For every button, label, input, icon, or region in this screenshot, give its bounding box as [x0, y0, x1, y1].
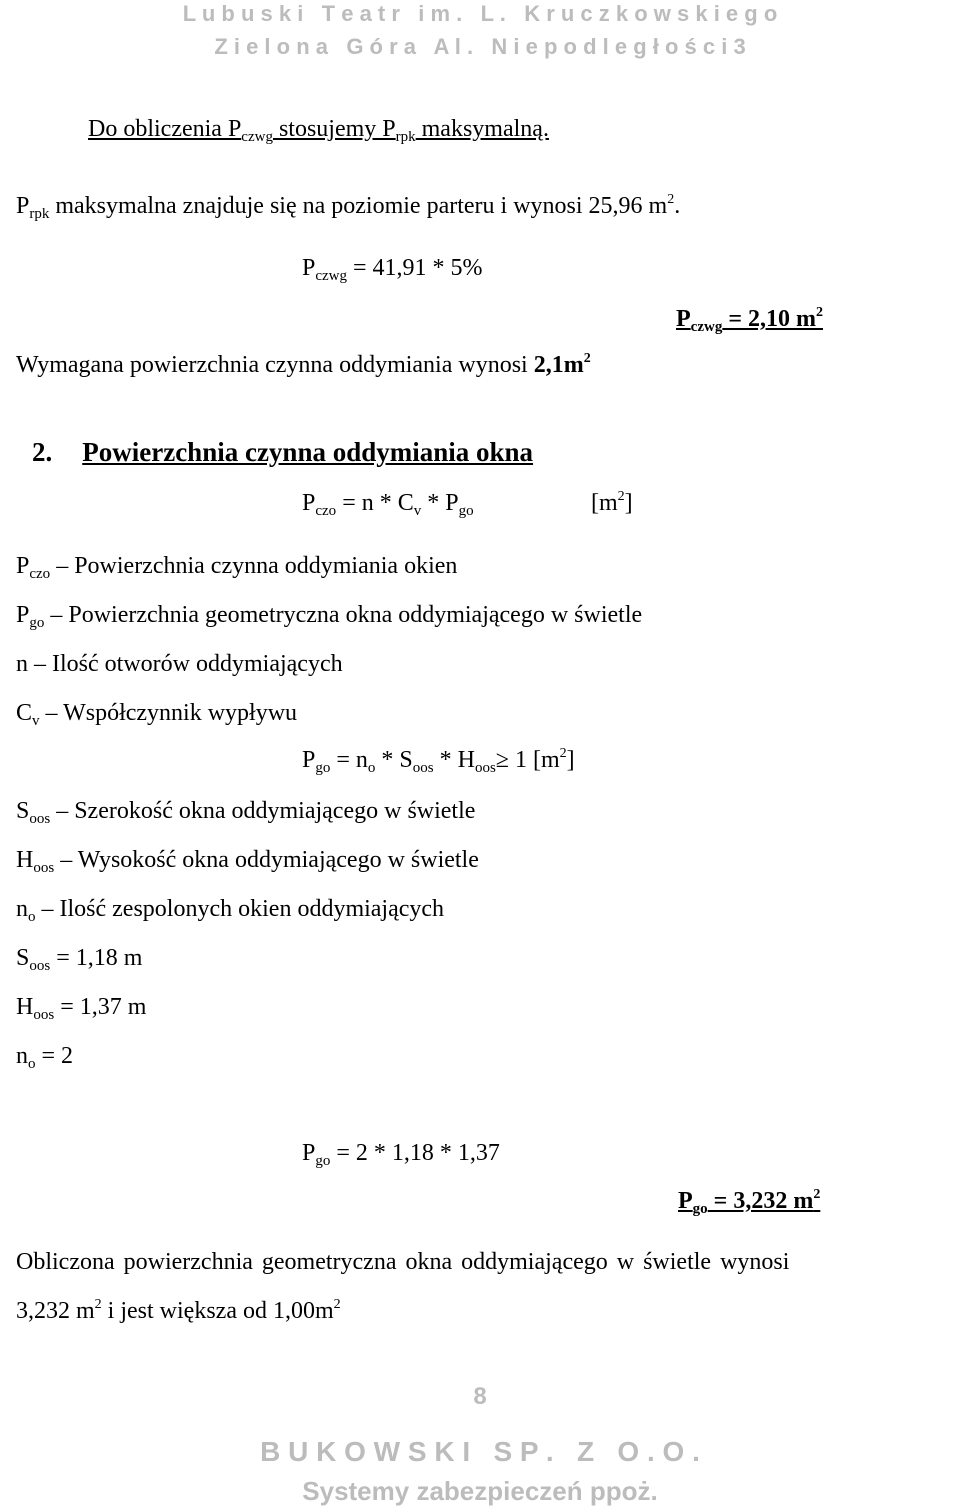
- section-number: 2.: [32, 437, 53, 467]
- page-number: 8: [473, 1383, 487, 1410]
- def-pczo: $P_{czo}$ – Powierzchnia czynna oddymiania okien: [16, 553, 458, 582]
- required-area-line: Wymagana powierzchnia czynna oddymiania wynosi $2,1m^2$: [16, 351, 591, 378]
- prpk-line: $P_{rpk}$ maksymalna znajduje się na poziomie parteru i wynosi 25,96 $m^2$.: [16, 192, 681, 222]
- conclusion-line-2: 3,232 $m^2$ i jest większa od $1,00m^2$: [16, 1297, 341, 1324]
- pczwg-formula: $P_{czwg} = 41,91 * 5\%$: [302, 255, 483, 284]
- footer-subtitle: Systemy zabezpieczeń ppoż.: [302, 1476, 658, 1506]
- value-soos: $S_{oos} = 1,18$ m: [16, 945, 143, 974]
- conclusion-line-1: Obliczona powierzchnia geometryczna okna oddymiającego w świetle wynosi: [16, 1249, 790, 1275]
- pgo-formula: $P_{go} = n_o * S_{oos} * H_{oos}\ge 1$ $[m^2]$: [302, 746, 575, 776]
- value-hoos: $H_{oos} = 1,37$ m: [16, 994, 147, 1023]
- pgo-result: $P_{go} = 3,232$ $m^2$: [678, 1187, 821, 1217]
- def-no: $n_o$ – Ilość zespolonych okien oddymiających: [16, 896, 445, 925]
- pgo-calculation: $P_{go} = 2 * 1,18 * 1,37$: [302, 1140, 500, 1169]
- header-line-2: Z i e l o n a G ó r a A l . N i e p o d l e g ł o ś c i 3: [214, 34, 746, 59]
- header-line-1: L u b u s k i T e a t r i m . L . K r u c z k o w s k i e g o: [182, 1, 778, 26]
- def-n: n – Ilość otworów oddymiających: [16, 651, 343, 677]
- value-no: $n_o = 2$: [16, 1043, 74, 1072]
- footer-company: B U K O W S K I S P . Z O . O .: [260, 1436, 700, 1467]
- def-hoos: $H_{oos}$ – Wysokość okna oddymiającego w świetle: [16, 847, 479, 876]
- def-soos: $S_{oos}$ – Szerokość okna oddymiającego w świetle: [16, 798, 476, 827]
- intro-line: Do obliczenia $P_{czwg}$ stosujemy $P_{rpk}$ maksymalną.: [88, 116, 549, 145]
- section-heading: [32, 438, 533, 468]
- section-title: Powierzchnia czynna oddymiania okna: [82, 437, 534, 467]
- def-pgo: $P_{go}$ – Powierzchnia geometryczna okna oddymiającego w świetle: [16, 602, 643, 631]
- def-cv: $C_v$ – Współczynnik wypływu: [16, 700, 298, 729]
- pczwg-result: $P_{czwg} = 2,10$ $m^2$: [676, 305, 823, 335]
- pczo-formula: $P_{czo} = n * C_v * P_{go}$: [302, 490, 474, 519]
- pczo-formula-unit: $[m^2]$: [591, 489, 633, 516]
